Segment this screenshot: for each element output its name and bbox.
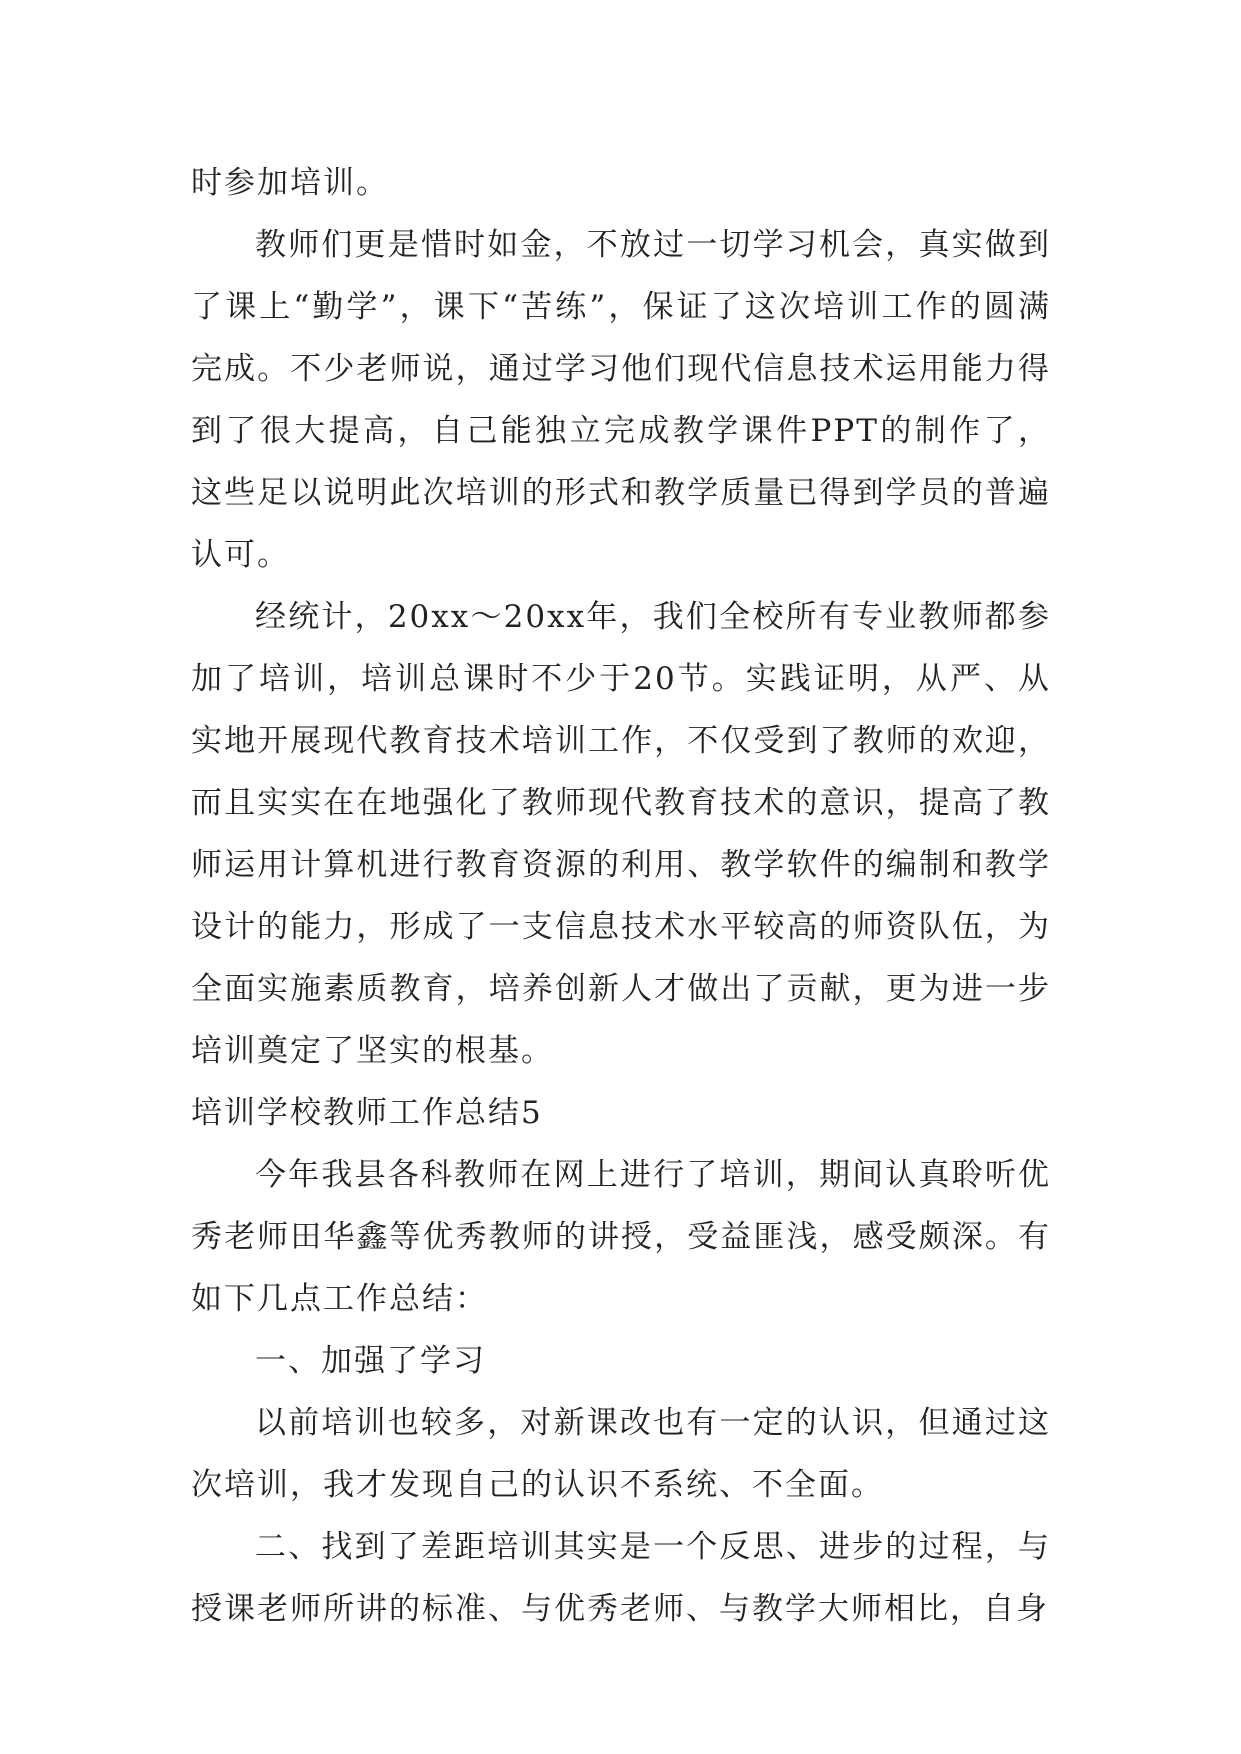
paragraph-find-gap: 二、找到了差距培训其实是一个反思、进步的过程，与授课老师所讲的标准、与优秀老师、与教学大师相比，自身: [191, 1529, 1051, 1627]
section-heading: 培训学校教师工作总结5: [191, 1095, 543, 1131]
paragraph-teachers-study: 教师们更是惜时如金，不放过一切学习机会，真实做到了课上“勤学”，课下“苦练”，保证了这次培训工作的圆满完成。不少老师说，通过学习他们现代信息技术运用能力得到了很大提高，自己能独立完成教学课件PPT的制作了，这些足以说明此次培训的形式和教学质量已得到学员的普遍认可。: [191, 227, 1051, 573]
paragraph-continuation: 时参加培训。: [191, 165, 389, 201]
subheading-strengthen-study: 一、加强了学习: [255, 1343, 486, 1379]
paragraph-intro: 今年我县各科教师在网上进行了培训，期间认真聆听优秀老师田华鑫等优秀教师的讲授，受益匪浅，感受颇深。有如下几点工作总结：: [191, 1157, 1051, 1317]
paragraph-previous-training: 以前培训也较多，对新课改也有一定的认识，但通过这次培训，我才发现自己的认识不系统、不全面。: [191, 1405, 1051, 1503]
document-body: [191, 152, 1051, 1640]
paragraph-statistics: 经统计，20xx～20xx年，我们全校所有专业教师都参加了培训，培训总课时不少于20节。实践证明，从严、从实地开展现代教育技术培训工作，不仅受到了教师的欢迎，而且实实在在地强化了教师现代教育技术的意识，提高了教师运用计算机进行教育资源的利用、教学软件的编制和教学设计的能力，形成了一支信息技术水平较高的师资队伍，为全面实施素质教育，培养创新人才做出了贡献，更为进一步培训奠定了坚实的根基。: [191, 599, 1051, 1069]
